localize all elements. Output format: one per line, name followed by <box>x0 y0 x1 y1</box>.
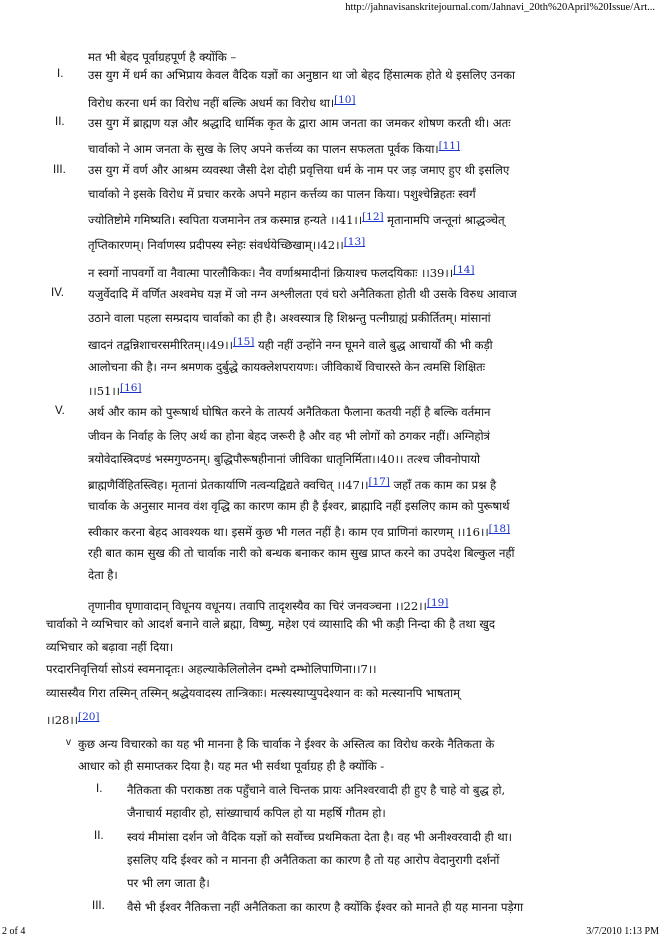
text-line: तृणानीव घृणावादान् विधूनय वधूनय। तवापि तादृशस्यैव का चिरं जनवञ्चना ।।22।।[19] <box>88 597 449 613</box>
page-number: 2 of 4 <box>2 926 26 937</box>
text-line: उस युग में धर्म का अभिप्राय केवल वैदिक यज्ञों का अनुष्ठान था जो बेहद हिंसात्मक होते थे इसलिए उनका <box>88 68 515 82</box>
text-line: खादनं तद्वन्निशाचरसमीरितम्।।49।।[15] यही नहीं उन्होंने नग्न घूमने वाले बुद्ध आचार्यों की भी कड़ी <box>88 336 493 352</box>
list-marker: II. <box>55 116 65 128</box>
text-line: आलोचना की है। नग्न श्रमणक दुर्बुद्धे कायक्लेशपरायणः। जीविकार्थे विचारस्ते केन त्वमसि शिक्षितः <box>88 360 485 374</box>
text-line: विरोध करना धर्म का विरोध नहीं बल्कि अधर्म का विरोध था।[10] <box>88 94 356 110</box>
text-line: व्यासस्यैव गिरा तस्मिन् तस्मिन् श्रद्धेयवादस्य तान्त्रिकाः। मत्स्यस्याप्युपदेश्यान वः को मत्स्यानपि भाषताम् <box>46 686 460 700</box>
footnote-link[interactable]: [13] <box>343 236 366 248</box>
text-line: ।।28।।[20] <box>46 711 100 727</box>
list-marker: I. <box>96 783 103 795</box>
text-line: उस युग में ब्राह्मण यज्ञ और श्रद्धादि धार्मिक कृत के द्वारा आम जनता का जमकर शोषण करती थी। अतः <box>88 116 511 130</box>
text-line: देता है। <box>88 568 118 582</box>
list-marker: III. <box>53 164 66 176</box>
print-datetime: 3/7/2010 1:13 PM <box>586 926 659 937</box>
text-line: चार्वाको ने इसके विरोध में प्रचार करके अपने महान कर्त्तव्य का पालन किया। पशुश्चेन्निहतः स्वर्गं <box>88 187 476 201</box>
list-marker: V. <box>55 405 65 417</box>
text-line: आधार को ही समाप्तकर दिया है। यह मत भी सर्वथा पूर्वाग्रह ही है क्योंकि - <box>78 759 385 773</box>
text-line: पर भी लग जाता है। <box>127 876 210 890</box>
footnote-link[interactable]: [11] <box>438 140 460 152</box>
text-line: चार्वाको ने आम जनता के सुख के लिए अपने कर्त्तव्य का पालन सफलता पूर्वक किया।[11] <box>88 140 460 156</box>
list-marker: II. <box>94 830 104 842</box>
text-line: वैसे भी ईश्वर नैतिकत्ता नहीं अनैतिकता का कारण है क्योंकि ईश्वर को मानते ही यह मानना पड़ेगा <box>127 900 524 914</box>
text-line: नैतिकता की पराकष्ठा तक पहुँचाने वाले चिन्तक प्रायः अनिश्वरवादी ही हुए है चाहे वो बुद्ध हो, <box>127 783 506 797</box>
text-line: तृप्तिकारणम्। निर्वाणस्य प्रदीपस्य स्नेहः संवर्धयेच्छिखाम्।।42।।[13] <box>88 236 366 252</box>
text-line: ।।51।।[16] <box>88 382 142 398</box>
list-marker: III. <box>92 900 105 912</box>
text-line: जैनाचार्य महावीर हो, सांख्याचार्य कपिल हो या महर्षि गौतम हो। <box>127 806 386 820</box>
text-line: त्रयोवेदास्त्रिदण्डं भस्मगुण्ठनम्। बुद्धिपौरूषहीनानां जीविका धातृनिर्मिता।।40।। तत्श्च जीवनोपायो <box>88 452 480 466</box>
list-marker: I. <box>57 68 64 80</box>
text-line: ब्राह्मणैर्विहितस्त्विह। मृतानां प्रेतकार्याणि नत्वन्यद्विद्यते क्वचित् ।।47।।[17] जहाँ तक काम का प्रश्न है <box>88 476 497 492</box>
text-line: स्वीकार करना बेहद आवश्यक था। इसमें कुछ भी गलत नहीं है। काम एव प्राणिनां कारणम् ।।16।।[18] <box>88 523 511 539</box>
footnote-link[interactable]: [18] <box>488 523 511 535</box>
text-line: जीवन के निर्वाह के लिए अर्थ का होना बेहद जरूरी है और वह भी लोगों को ठगकर नहीं। अग्निहोत्रं <box>88 429 490 443</box>
text-line: उठाने वाला पहला सम्प्रदाय चार्वाको का ही है। अश्वस्यात्र हि शिश्नन्तु पत्नीग्राह्यं प्रकीर्तितम्। मांसानां <box>88 311 491 325</box>
text-line: इसलिए यदि ईश्वर को न मानना ही अनैतिकता का कारण है तो यह आरोप वेदानुरागी दर्शनों <box>127 853 500 867</box>
footnote-link[interactable]: [10] <box>334 94 356 106</box>
text-line: यजुर्वेदादि में वर्णित अश्वमेघ यज्ञ में जो नग्न अश्लीलता एवं घरो अनैतिकता होती थी उसके विरुध आवाज <box>88 287 517 301</box>
list-marker: IV. <box>51 287 65 299</box>
text-line: मत भी बेहद पूर्वाग्रहपूर्ण है क्योंकि – <box>88 50 237 64</box>
footnote-link[interactable]: [19] <box>426 597 449 609</box>
footnote-link[interactable]: [20] <box>78 711 100 723</box>
text-line: कुछ अन्य विचारको का यह भी मानना है कि चार्वाक ने ईश्वर के अस्तित्व का विरोध करके नैतिकता के <box>78 737 495 751</box>
footnote-link[interactable]: [17] <box>368 476 390 488</box>
footnote-link[interactable]: [12] <box>362 211 384 223</box>
text-line: न स्वर्गो नापवर्गो वा नैवात्मा पारलौकिकः। नैव वर्णाश्रमादीनां क्रियाश्च फलदयिकाः ।।39।।[14] <box>88 264 475 280</box>
text-line: उस युग में वर्ण और आश्रम व्यवस्था जैसी देश दोही प्रवृत्तिया धर्म के नाम पर जड़ जमाए हुए थी इसलिए <box>88 163 510 177</box>
footnote-link[interactable]: [16] <box>120 382 142 394</box>
text-line: अर्थ और काम को पुरूषार्थ घोषित करने के तात्पर्य अनैतिकता फैलाना कतयी नहीं है बल्कि वर्तमान <box>88 405 491 419</box>
footnote-link[interactable]: [15] <box>232 336 255 348</box>
page-url: http://jahnavisanskritejournal.com/Jahnavi_20th%20April%20Issue/Art... <box>345 2 655 13</box>
text-line: परदारनिवृत्तिर्या सोऽयं स्वमनादृतः। अहल्याकेलिलोलेन दम्भो दम्भोलिपाणिना।।7।। <box>46 662 377 676</box>
text-line: स्वयं मीमांसा दर्शन जो वैदिक यज्ञों को सर्वोच्च प्रथमिकता देता है। वह भी अनीश्वरवादी ही था। <box>127 830 513 844</box>
list-marker: v <box>66 737 71 748</box>
footnote-link[interactable]: [14] <box>453 264 475 276</box>
text-line: चार्वाक के अनुसार मानव वंश वृद्धि का कारण काम ही है ईश्वर, ब्राह्मादि नहीं इसलिए काम को पुरूषार्थ <box>88 499 510 513</box>
text-line: ज्योतिष्टोमे गमिष्यति। स्वपिता यजमानेन तत्र कस्मान्न हन्यते ।।41।।[12] मृतानामपि जन्तूनां श्राद्धञ्चेत् <box>88 211 505 227</box>
text-line: चार्वाको ने व्यभिचार को आदर्श बनाने वाले ब्रह्मा, विष्णु, महेश एवं व्यासादि की भी कड़ी निन्दा की है तथा खुद <box>46 617 495 631</box>
text-line: रही बात काम सुख की तो चार्वाक नारी को बन्धक बनाकर काम सुख प्राप्त करने का उपदेश बिल्कुल नहीं <box>88 546 515 560</box>
text-line: व्यभिचार को बढ़ावा नहीं दिया। <box>46 640 174 654</box>
